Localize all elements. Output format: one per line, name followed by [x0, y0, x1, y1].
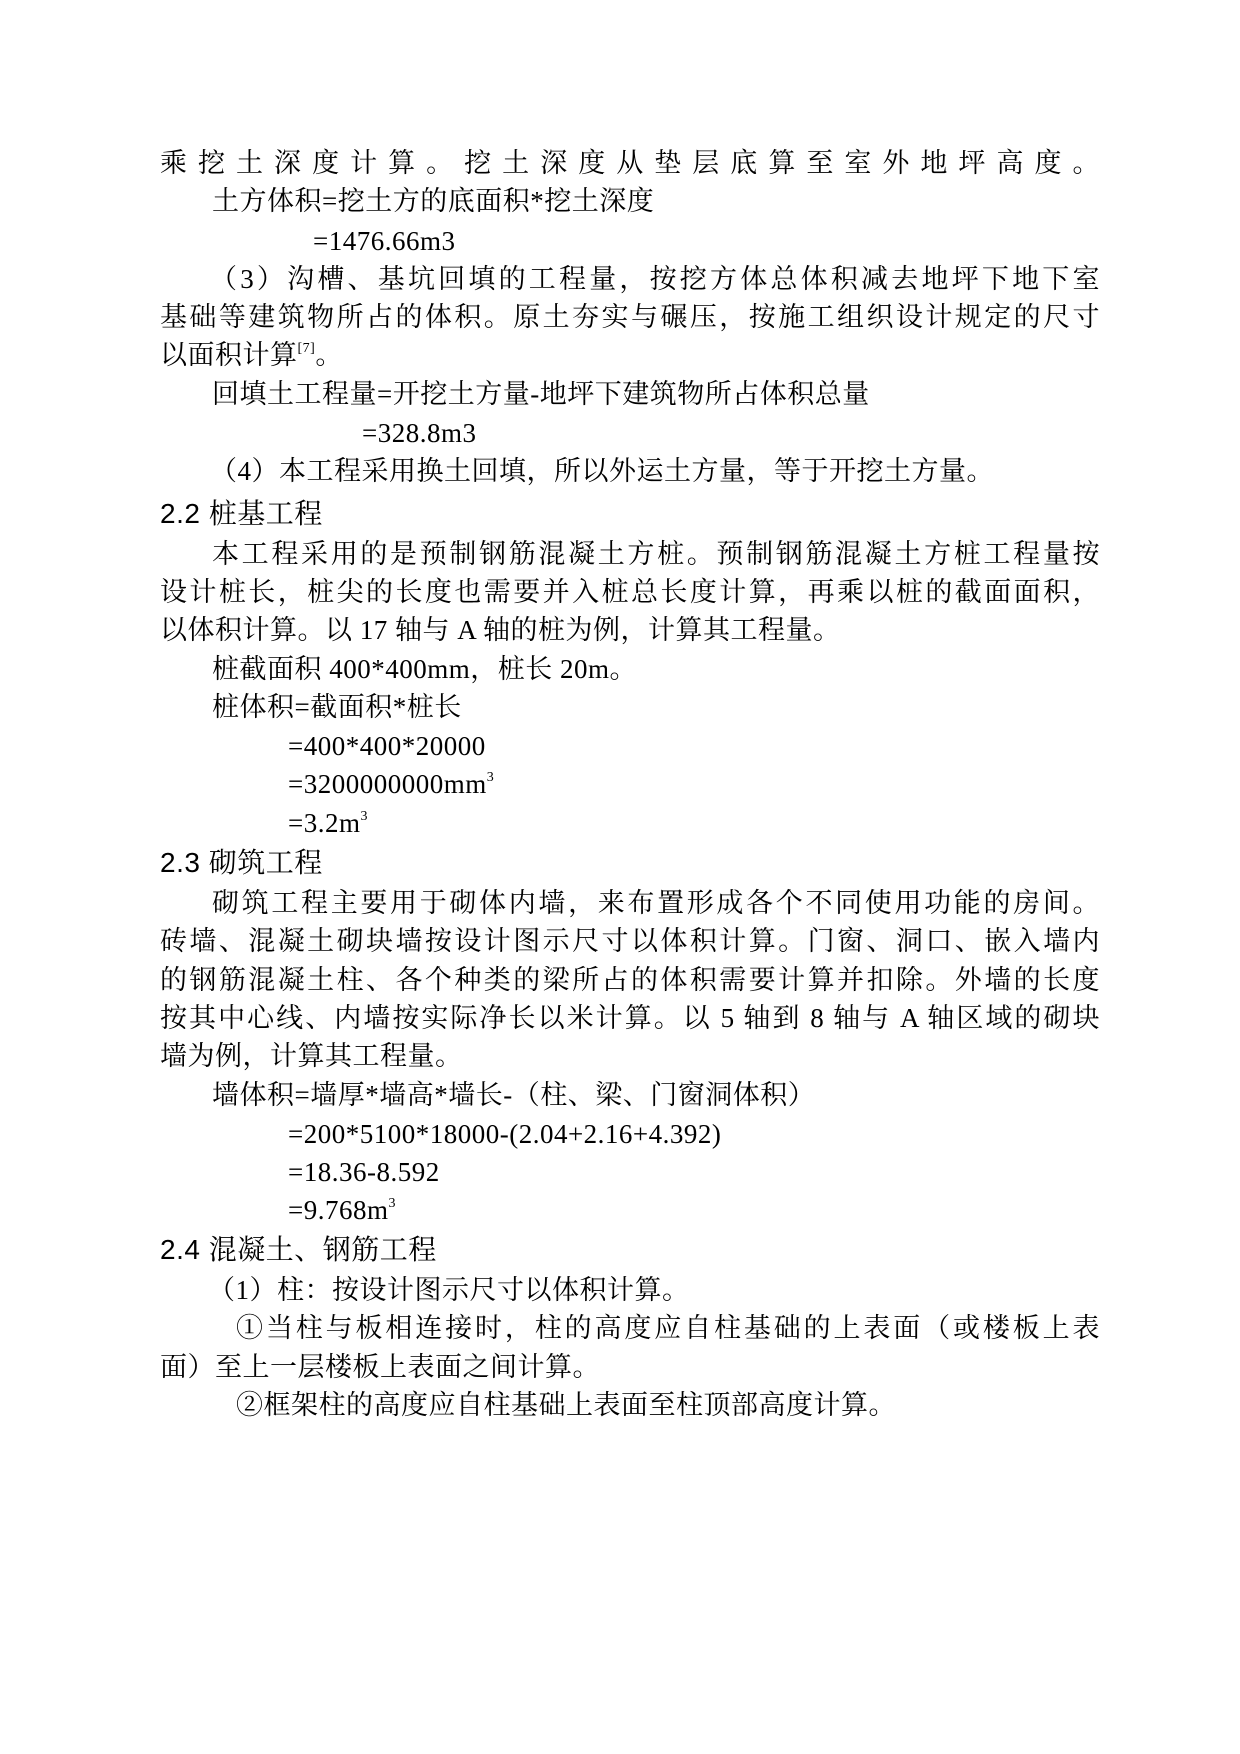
- text: =9.768m: [288, 1195, 389, 1225]
- section-heading: 2.4 混凝土、钢筋工程: [160, 1234, 437, 1265]
- formula-line: =18.36-8.592: [288, 1157, 440, 1187]
- paragraph-line: （1）柱：按设计图示尺寸以体积计算。: [208, 1275, 690, 1305]
- paragraph-line: 桩截面积 400*400mm，桩长 20m。: [212, 654, 638, 684]
- section-heading: 2.3 砌筑工程: [160, 847, 323, 878]
- formula-result: [288, 1190, 396, 1230]
- formula-line: 桩体积=截面积*桩长: [212, 692, 462, 722]
- text: 以面积计算: [160, 340, 298, 370]
- paragraph-line: 以体积计算。以 17 轴与 A 轴的桩为例，计算其工程量。: [160, 615, 841, 645]
- paragraph-line: 基础等建筑物所占的体积。原土夯实与碾压，按施工组织设计规定的尺寸: [160, 302, 1100, 332]
- formula-line: [288, 764, 494, 804]
- paragraph-line: 设计桩长，桩尖的长度也需要并入桩总长度计算，再乘以桩的截面面积，: [160, 577, 1100, 607]
- paragraph-line: 面）至上一层楼板上表面之间计算。: [160, 1352, 600, 1382]
- paragraph-line: ②框架柱的高度应自柱基础上表面至柱顶部高度计算。: [236, 1390, 896, 1420]
- text: 。: [315, 340, 343, 370]
- formula-line: 墙体积=墙厚*墙高*墙长-（柱、梁、门窗洞体积）: [212, 1080, 816, 1110]
- paragraph-line: 砖墙、混凝土砌块墙按设计图示尺寸以体积计算。门窗、洞口、嵌入墙内: [160, 926, 1100, 956]
- formula-line: =400*400*20000: [288, 731, 486, 761]
- formula-result: [288, 803, 368, 843]
- formula-line: =200*5100*18000-(2.04+2.16+4.392): [288, 1119, 722, 1149]
- paragraph-line: [160, 335, 343, 375]
- text: =3.2m: [288, 808, 361, 838]
- formula-line: 土方体积=挖土方的底面积*挖土深度: [212, 186, 655, 216]
- section-heading: 2.2 桩基工程: [160, 498, 323, 529]
- paragraph-line: 按其中心线、内墙按实际净长以米计算。以 5 轴到 8 轴与 A 轴区域的砌块: [160, 1003, 1100, 1033]
- superscript: 3: [388, 1196, 396, 1211]
- superscript: 3: [486, 770, 495, 785]
- formula-result: =1476.66m3: [313, 226, 456, 256]
- text: =3200000000mm: [288, 769, 487, 799]
- paragraph-line: 墙为例，计算其工程量。: [160, 1041, 463, 1071]
- formula-line: 回填土工程量=开挖土方量-地坪下建筑物所占体积总量: [212, 379, 870, 409]
- paragraph-line: 的钢筋混凝土柱、各个种类的梁所占的体积需要计算并扣除。外墙的长度: [160, 965, 1100, 995]
- formula-result: =328.8m3: [362, 418, 477, 448]
- superscript: 3: [360, 809, 368, 824]
- paragraph-line: （3）沟槽、基坑回填的工程量，按挖方体总体积减去地坪下地下室: [210, 264, 1100, 294]
- paragraph-line: 砌筑工程主要用于砌体内墙，来布置形成各个不同使用功能的房间。: [212, 888, 1100, 918]
- paragraph-line: 乘挖土深度计算。挖土深度从垫层底算至室外地坪高度。: [160, 148, 1100, 178]
- paragraph-line: （4）本工程采用换土回填，所以外运土方量，等于开挖土方量。: [210, 456, 994, 486]
- paragraph-line: 本工程采用的是预制钢筋混凝土方桩。预制钢筋混凝土方桩工程量按: [212, 539, 1100, 569]
- paragraph-line: ①当柱与板相连接时，柱的高度应自柱基础的上表面（或楼板上表: [236, 1313, 1100, 1343]
- citation-ref: [7]: [297, 341, 316, 356]
